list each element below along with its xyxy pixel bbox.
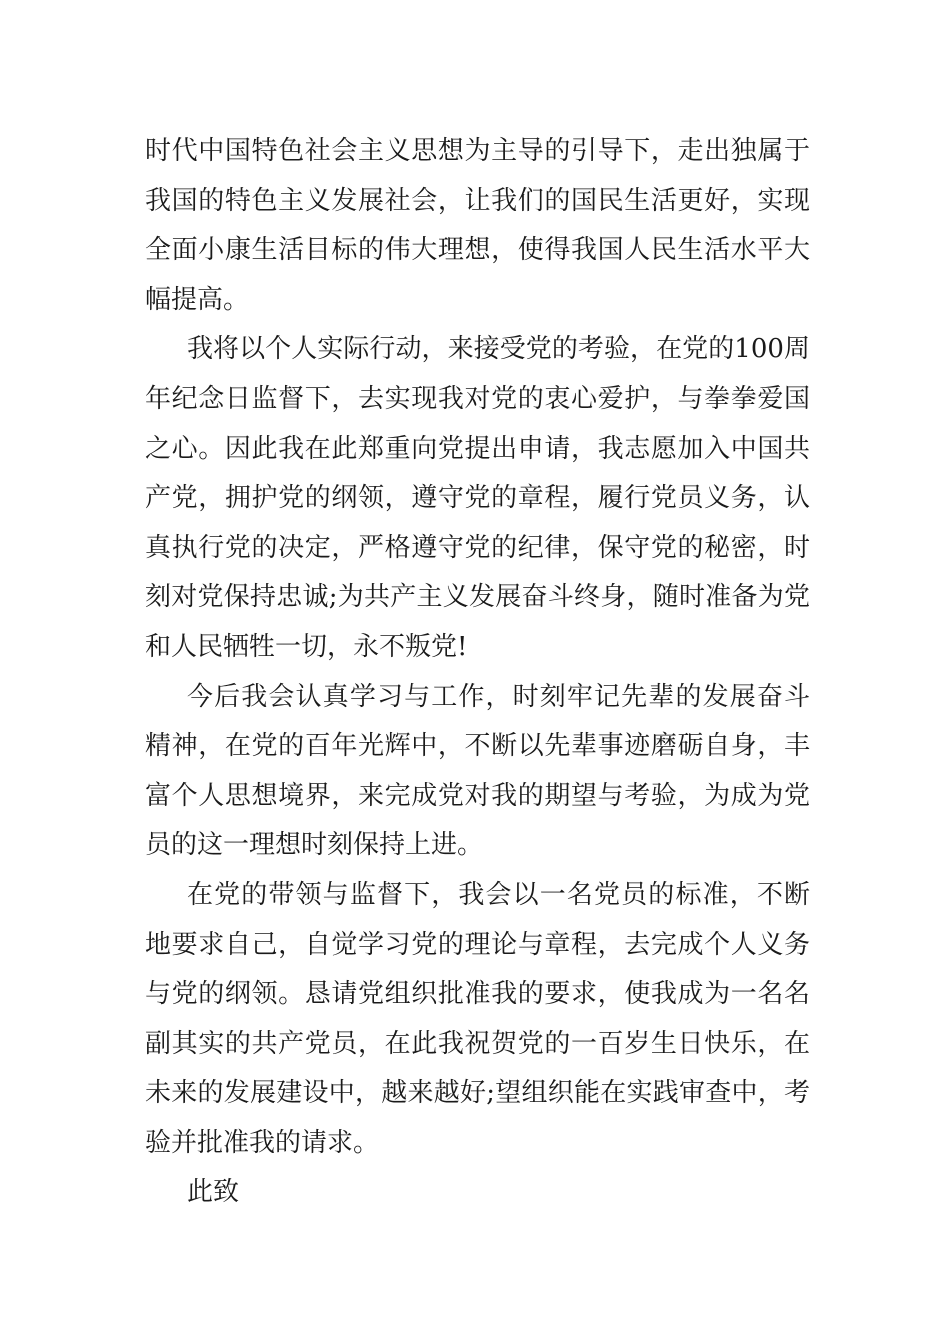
- paragraph-commitment: 我将以个人实际行动，来接受党的考验，在党的100周年纪念日监督下，去实现我对党的衷心爱护，与拳拳爱国之心。因此我在此郑重向党提出申请，我志愿加入中国共产党，拥护党的纲领，遵守党的章程，履行党员义务，认真执行党的决定，严格遵守党的纪律，保守党的秘密，时刻对党保持忠诚;为共产主义发展奋斗终身，随时准备为党和人民牺牲一切，永不叛党!: [145, 334, 810, 662]
- paragraph-continued: 时代中国特色社会主义思想为主导的引导下，走出独属于我国的特色主义发展社会，让我们的国民生活更好，实现全面小康生活目标的伟大理想，使得我国人民生活水平大幅提高。: [145, 136, 810, 315]
- paragraph-request: 在党的带领与监督下，我会以一名党员的标准，不断地要求自己，自觉学习党的理论与章程，去完成个人义务与党的纲领。恳请党组织批准我的要求，使我成为一名名副其实的共产党员，在此我祝贺党的一百岁生日快乐，在未来的发展建设中，越来越好;望组织能在实践审查中，考验并批准我的请求。: [145, 879, 810, 1158]
- document-body: [145, 127, 810, 1218]
- closing-salutation: 此致: [187, 1177, 240, 1208]
- paragraph-future-study: 今后我会认真学习与工作，时刻牢记先辈的发展奋斗精神，在党的百年光辉中，不断以先辈事迹磨砺自身，丰富个人思想境界，来完成党对我的期望与考验，为成为党员的这一理想时刻保持上进。: [145, 681, 810, 861]
